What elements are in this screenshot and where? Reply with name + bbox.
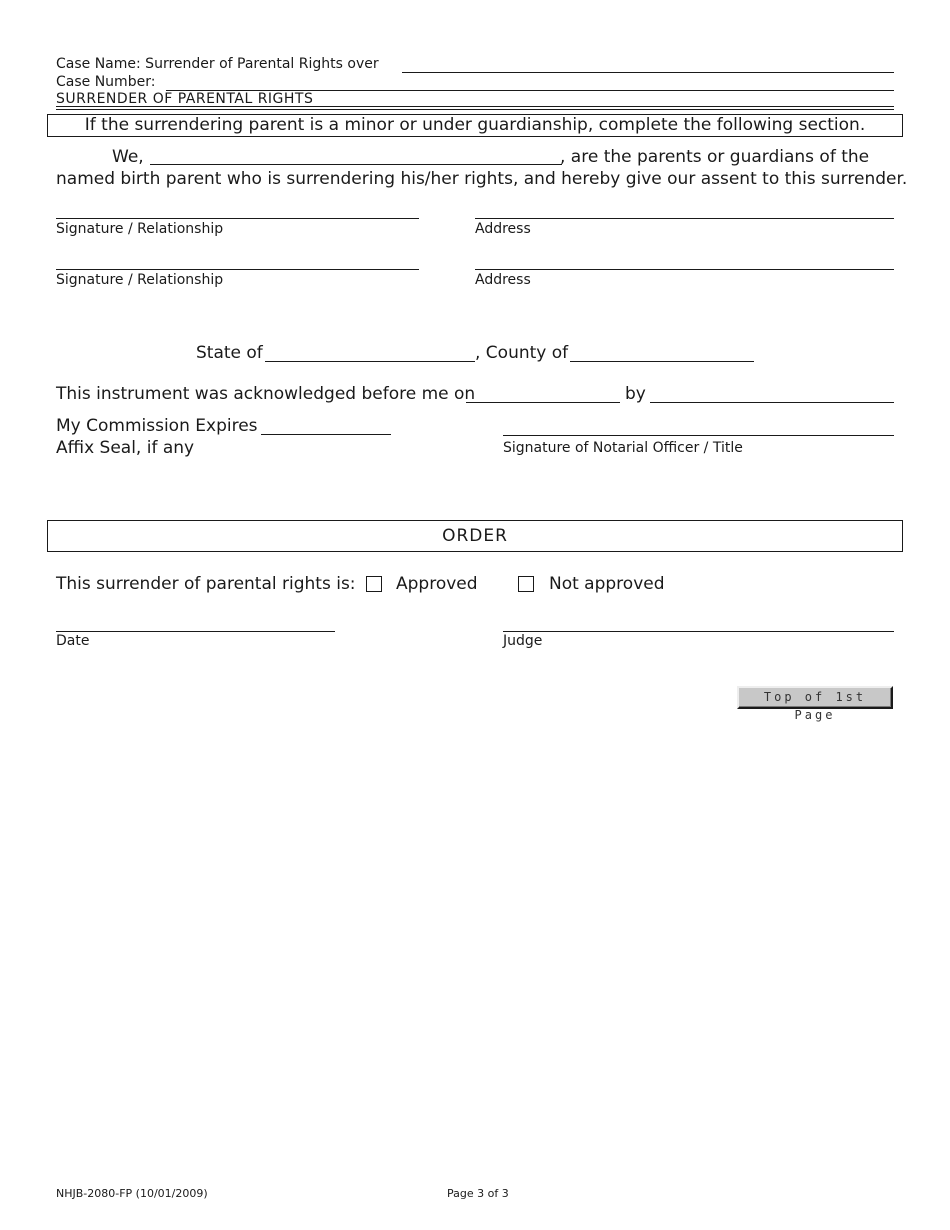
- affix-seal-label: Affix Seal, if any: [56, 438, 195, 458]
- state-label: State of: [196, 343, 263, 363]
- case-name-label: Case Name: Surrender of Parental Rights over: [56, 56, 379, 72]
- page-number: Page 3 of 3: [447, 1187, 509, 1200]
- notarial-officer-signature-field[interactable]: [503, 435, 894, 436]
- top-of-first-page-button[interactable]: Top of 1st Page: [737, 686, 893, 709]
- minor-section-banner-text: If the surrendering parent is a minor or under guardianship, complete the following section.: [84, 115, 866, 135]
- not-approved-label: Not approved: [549, 574, 665, 594]
- acknowledged-date-field[interactable]: [466, 402, 620, 403]
- form-title: SURRENDER OF PARENTAL RIGHTS: [56, 91, 314, 107]
- case-name-field[interactable]: [402, 72, 894, 73]
- signature-relationship-field-2[interactable]: [56, 269, 419, 270]
- order-heading: ORDER: [442, 526, 508, 546]
- title-rule-top: [56, 106, 894, 107]
- surrender-status-label: This surrender of parental rights is:: [56, 574, 356, 594]
- form-code: NHJB-2080-FP (10/01/2009): [56, 1187, 208, 1200]
- case-number-label: Case Number:: [56, 74, 156, 90]
- we-label: We,: [112, 147, 144, 167]
- not-approved-checkbox[interactable]: [518, 576, 534, 592]
- commission-expires-label: My Commission Expires: [56, 416, 258, 436]
- date-label: Date: [56, 633, 90, 649]
- signature-relationship-label-2: Signature / Relationship: [56, 272, 224, 288]
- parents-names-field[interactable]: [150, 164, 562, 165]
- minor-section-banner: [47, 114, 903, 137]
- address-label-1: Address: [475, 221, 531, 237]
- notarial-officer-label: Signature of Notarial Officer / Title: [503, 440, 743, 456]
- assent-line-2: named birth parent who is surrendering his/her rights, and hereby give our assent to this surrender.: [56, 169, 908, 189]
- acknowledged-by-field[interactable]: [650, 402, 894, 403]
- state-field[interactable]: [265, 361, 475, 362]
- approved-checkbox[interactable]: [366, 576, 382, 592]
- assent-line-1: , are the parents or guardians of the: [560, 147, 870, 167]
- title-rule-bottom: [56, 109, 894, 110]
- address-label-2: Address: [475, 272, 531, 288]
- approved-label: Approved: [396, 574, 478, 594]
- signature-relationship-label-1: Signature / Relationship: [56, 221, 224, 237]
- judge-field[interactable]: [503, 631, 894, 632]
- county-field[interactable]: [570, 361, 754, 362]
- order-heading-box: [47, 520, 903, 552]
- signature-relationship-field-1[interactable]: [56, 218, 419, 219]
- commission-expires-field[interactable]: [261, 434, 391, 435]
- county-label: , County of: [475, 343, 569, 363]
- judge-label: Judge: [503, 633, 543, 649]
- acknowledged-label: This instrument was acknowledged before me on: [56, 384, 476, 404]
- by-label: by: [625, 384, 646, 404]
- date-field[interactable]: [56, 631, 335, 632]
- address-field-1[interactable]: [475, 218, 894, 219]
- address-field-2[interactable]: [475, 269, 894, 270]
